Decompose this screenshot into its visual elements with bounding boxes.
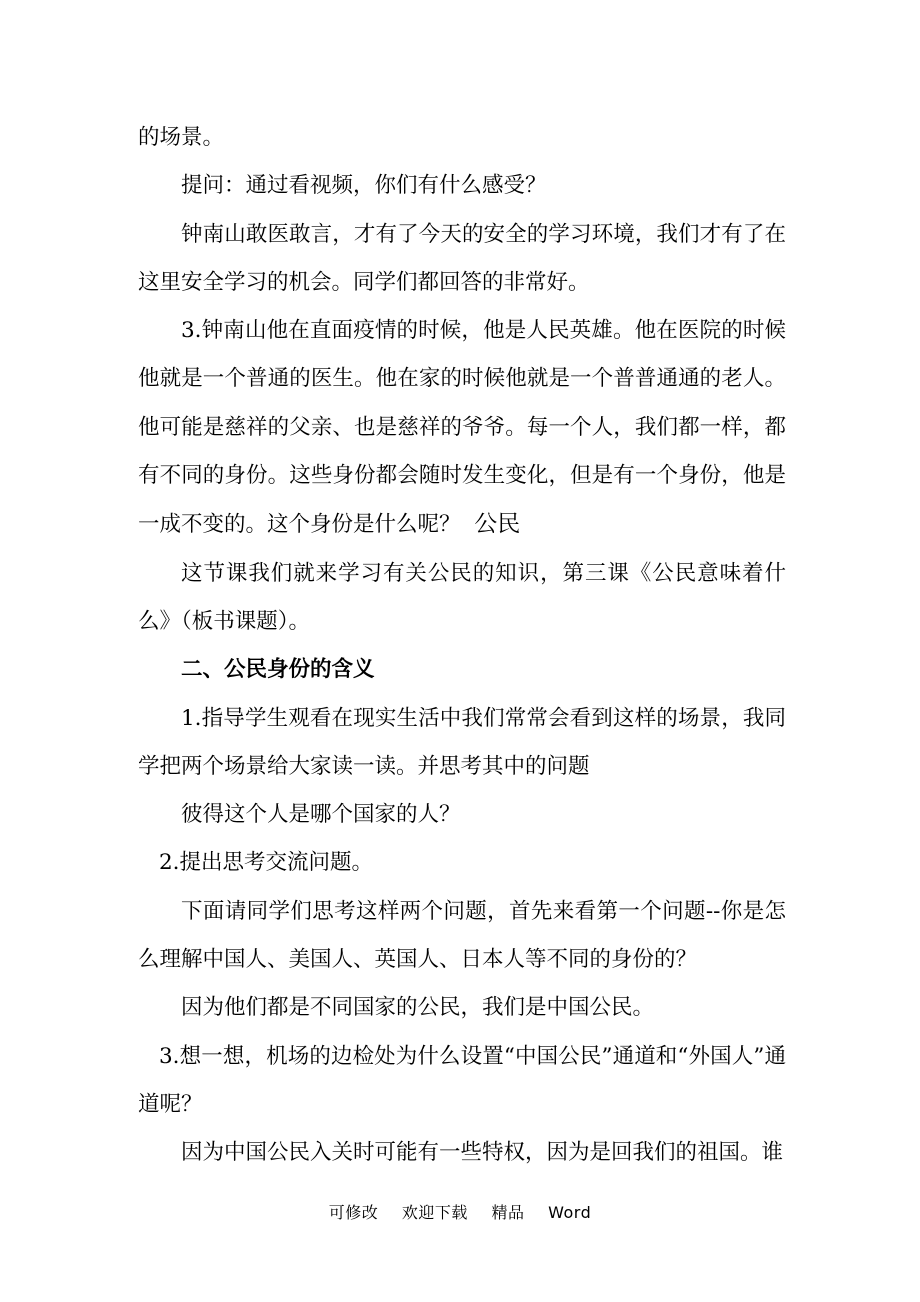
document-body — [138, 114, 786, 1178]
footer-download: 欢迎下载 — [401, 1203, 468, 1222]
paragraph-answer-zhong: 钟南山敢医敢言，才有了今天的安全的学习环境，我们才有了在这里安全学习的机会。同学们都回答的非常好。 — [138, 221, 786, 295]
paragraph-citizen-answer: 因为他们都是不同国家的公民，我们是中国公民。 — [181, 995, 655, 1021]
paragraph-item-3-text: 3.钟南山他在直面疫情的时候，他是人民英雄。他在医院的时候他就是一个普通的医生。他在家的时候他就是一个普普通通的老人。他可能是慈祥的父亲、也是慈祥的爷爷。每一个人，我们都一样，都有不同的身份。这些身份都会随时发生变化，但是有一个身份，他是一成不变的。这个身份是什么呢？ — [138, 318, 786, 538]
footer-quality: 精品 — [491, 1203, 525, 1222]
paragraph-question: 提问：通过看视频，你们有什么感受？ — [181, 173, 547, 199]
paragraph-step-2: 2.提出思考交流问题。 — [159, 850, 374, 876]
paragraph-privilege: 因为中国公民入关时可能有一些特权，因为是回我们的祖国。谁 — [181, 1140, 784, 1166]
paragraph-discussion: 下面请同学们思考这样两个问题，首先来看第一个问题--你是怎么理解中国人、美国人、英国人、日本人等不同的身份的？ — [138, 898, 786, 973]
paragraph-item-3 — [138, 307, 786, 549]
paragraph-step-3: 3.想一想，机场的边检处为什么设置“中国公民”通道和“外国人”通道呢？ — [138, 1043, 786, 1117]
paragraph-continuation: 的场景。 — [138, 125, 225, 150]
section-heading: 二、公民身份的含义 — [181, 657, 375, 683]
paragraph-peter-question: 彼得这个人是哪个国家的人？ — [181, 802, 461, 828]
paragraph-step-1: 1.指导学生观看在现实生活中我们常常会看到这样的场景，我同学把两个场景给大家读一读。并思考其中的问题 — [138, 705, 786, 779]
footer-word: Word — [548, 1203, 592, 1222]
paragraph-lesson-intro: 这节课我们就来学习有关公民的知识，第三课《公民意味着什么》（板书课题）。 — [138, 560, 786, 634]
page-footer — [0, 1200, 920, 1223]
answer-citizen: 公民 — [474, 511, 521, 538]
footer-editable: 可修改 — [328, 1203, 379, 1222]
